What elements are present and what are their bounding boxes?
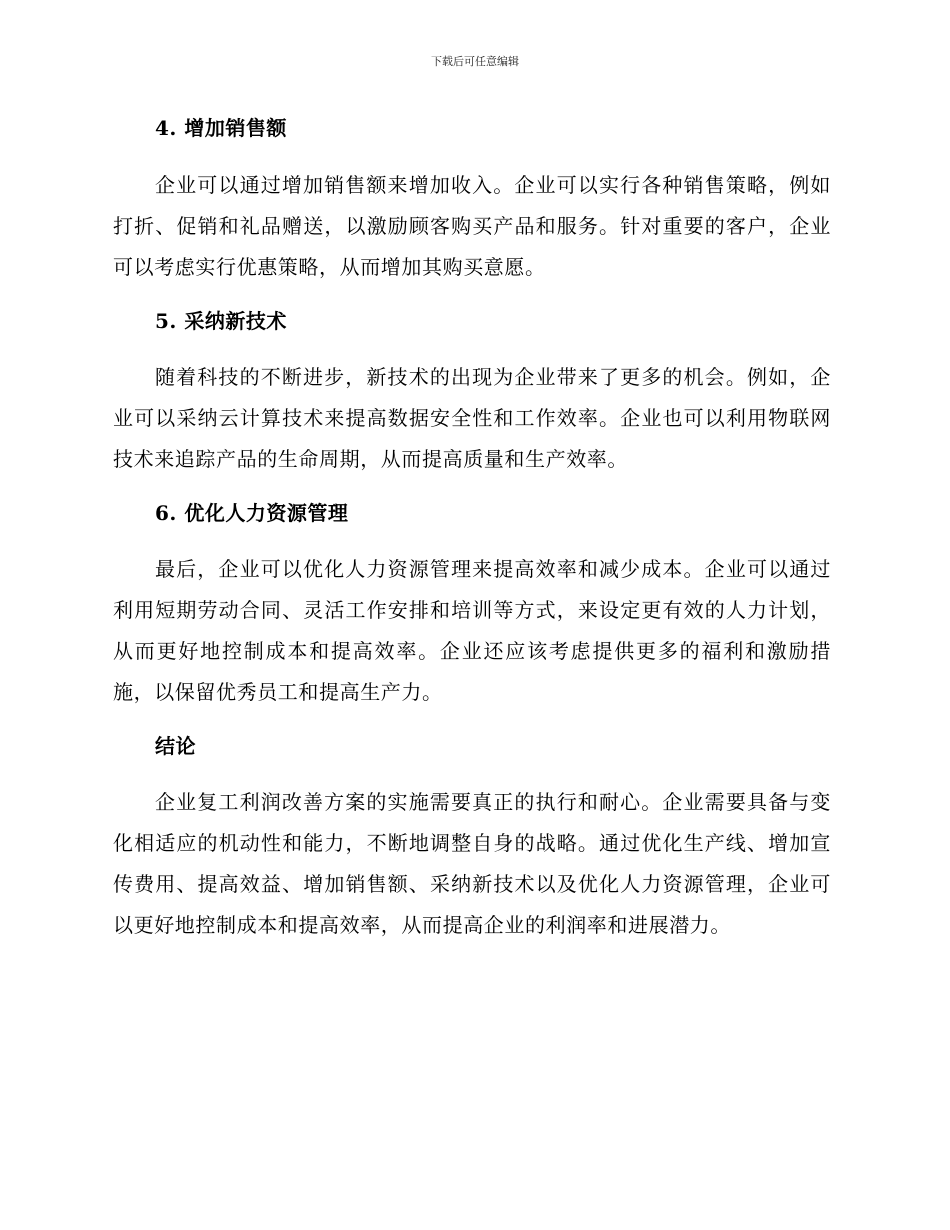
document-body <box>113 105 831 946</box>
section-heading-new-technology: 5. 采纳新技术 <box>155 309 287 333</box>
paragraph-hr-management: 最后，企业可以优化人力资源管理来提高效率和减少成本。企业可以通过利用短期劳动合同、灵活工作安排和培训等方式，来设定更有效的人力计划，从而更好地控制成本和提高效率。企业还应该考虑提供更多的福利和激励措施，以保留优秀员工和提高生产力。 <box>113 557 831 704</box>
section-heading-hr-management: 6. 优化人力资源管理 <box>155 501 349 525</box>
section-heading-increase-sales: 4. 增加销售额 <box>155 116 287 140</box>
paragraph-increase-sales: 企业可以通过增加销售额来增加收入。企业可以实行各种销售策略，例如打折、促销和礼品赠送，以激励顾客购买产品和服务。针对重要的客户，企业可以考虑实行优惠策略，从而增加其购买意愿。 <box>113 173 831 279</box>
section-heading-conclusion: 结论 <box>155 734 196 758</box>
paragraph-conclusion: 企业复工利润改善方案的实施需要真正的执行和耐心。企业需要具备与变化相适应的机动性和能力，不断地调整自身的战略。通过优化生产线、增加宣传费用、提高效益、增加销售额、采纳新技术以及优化人力资源管理，企业可以更好地控制成本和提高效率，从而提高企业的利润率和进展潜力。 <box>113 790 831 937</box>
page-header: 下载后可任意编辑 <box>431 55 519 68</box>
paragraph-new-technology: 随着科技的不断进步，新技术的出现为企业带来了更多的机会。例如，企业可以采纳云计算技术来提高数据安全性和工作效率。企业也可以利用物联网技术来追踪产品的生命周期，从而提高质量和生产效率。 <box>113 365 831 471</box>
